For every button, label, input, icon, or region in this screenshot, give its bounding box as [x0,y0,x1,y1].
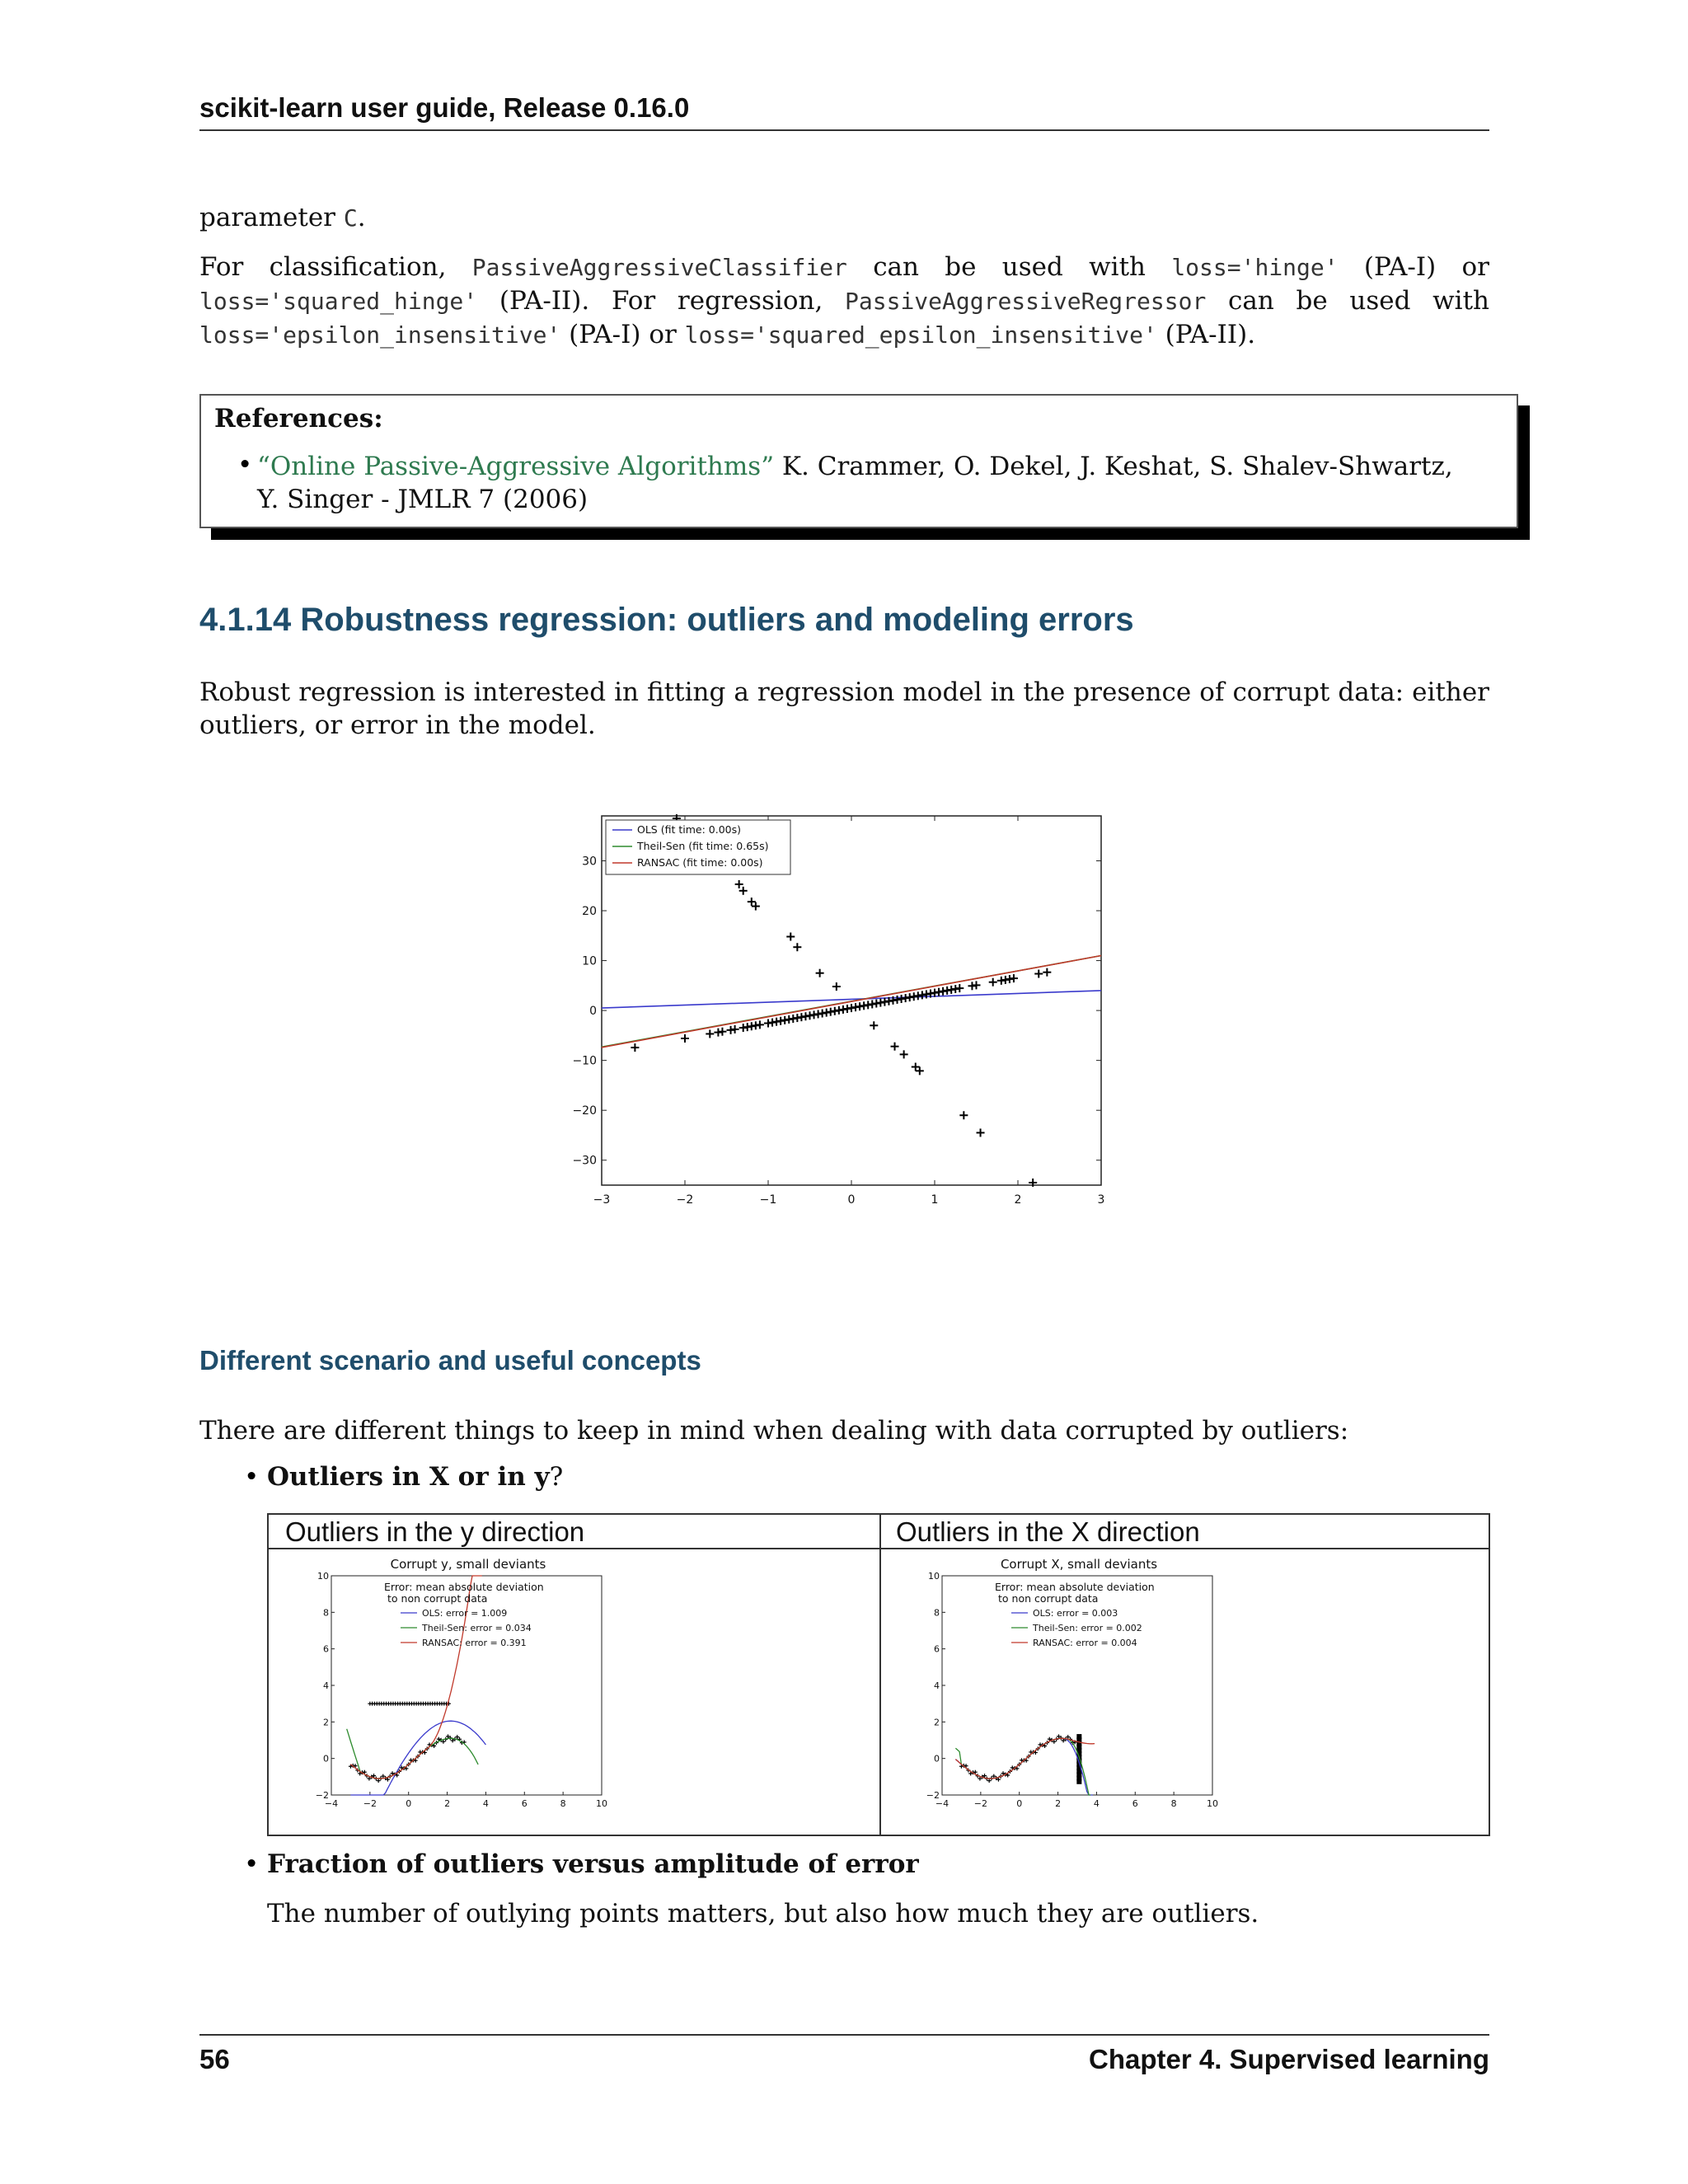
table-header-x-direction: Outliers in the X direction [896,1516,1200,1547]
x-tick-label: 0 [1016,1798,1023,1809]
data-point [955,984,964,992]
y-tick-label: 10 [928,1571,940,1582]
legend-title-line2: to non corrupt data [387,1592,488,1605]
references-box [199,394,1518,528]
y-tick-label: 0 [934,1753,940,1765]
y-tick-label: 0 [589,1005,597,1019]
bullet-y: y [534,1462,550,1492]
text: (PA-I) or [1338,252,1489,282]
data-point [870,1021,878,1029]
x-tick-label: 0 [847,1193,856,1207]
x-tick-label: 10 [596,1798,607,1809]
data-point [816,969,824,977]
outlier-point [1076,1779,1081,1784]
y-tick-label: 6 [323,1643,329,1655]
data-point [891,1043,899,1051]
x-tick-label: −2 [676,1193,694,1207]
reference-link[interactable]: “Online Passive-Aggressive Algorithms” [257,452,775,481]
y-tick-label: 20 [582,905,597,919]
data-point [786,933,795,941]
intro-text: . [357,203,366,232]
x-tick-label: 4 [1093,1798,1100,1809]
bullet-fraction-text: The number of outlying points matters, but also how much they are outliers. [267,1899,1259,1929]
code-regressor: PassiveAggressiveRegressor [845,288,1207,315]
references-heading: References: [214,404,383,434]
bullet-outliers-x-y [267,1462,563,1492]
text: For classification, [199,252,472,282]
data-point [706,1029,714,1038]
x-tick-label: 3 [1097,1193,1105,1207]
bullet-icon: • [244,1849,260,1879]
section-intro: Robust regression is interested in fitting a regression model in the presence of corrupt data: either outliers, or error in the model. [199,677,1489,740]
code-squared-epsilon: loss='squared_epsilon_insensitive' [684,321,1157,349]
intro-text: parameter [199,203,344,232]
table-header-y-direction: Outliers in the y direction [285,1516,585,1547]
data-point [377,1779,381,1783]
data-point [739,887,748,895]
y-tick-label: 2 [323,1717,329,1728]
footer-divider [199,2034,1489,2036]
text: can be used with [846,252,1172,282]
subsection-intro: There are different things to keep in mind when dealing with data corrupted by outliers: [199,1416,1349,1446]
table-header-divider [269,1548,1489,1549]
intro-line-parameter [199,201,1489,235]
data-point [1043,968,1051,977]
data-point [731,1025,739,1033]
corrupt-x-chart [912,1554,1218,1826]
data-point [752,902,760,911]
code-epsilon: loss='epsilon_insensitive' [199,321,561,349]
y-tick-label: −2 [315,1790,329,1801]
reference-authors: K. Crammer, O. Dekel, J. Keshat, S. Shalev-Shwartz, Y. Singer - JMLR 7 (2006) [257,452,1453,514]
data-point [1010,974,1018,982]
x-tick-label: 2 [444,1798,451,1809]
data-point [900,1050,908,1058]
code-squared-hinge: loss='squared_hinge' [199,288,478,315]
x-tick-label: 0 [406,1798,412,1809]
y-tick-label: −30 [572,1154,597,1168]
code-classifier: PassiveAggressiveClassifier [471,254,847,281]
x-tick-label: −4 [324,1798,339,1809]
text: (PA-II). [1156,320,1256,349]
x-tick-label: −2 [363,1798,377,1809]
bullet-fraction-outliers: Fraction of outliers versus amplitude of error [267,1849,919,1879]
x-tick-label: −3 [593,1193,611,1207]
page-number: 56 [199,2044,230,2074]
x-tick-label: 4 [482,1798,489,1809]
legend-ransac-label: RANSAC: error = 0.004 [1033,1638,1137,1648]
data-point [681,1034,689,1043]
data-point [912,1063,920,1071]
fit-line-ransac [602,956,1101,1047]
data-point [989,978,997,987]
text: can be used with [1206,286,1489,316]
x-tick-label: 10 [1207,1798,1218,1809]
data-point [959,1111,968,1119]
x-tick-label: 8 [560,1798,566,1809]
y-tick-label: 30 [582,855,597,869]
y-tick-label: 8 [934,1607,940,1619]
bullet-icon: • [244,1462,260,1492]
theilsen-curve [955,1738,1090,1795]
legend-theilsen-label: Theil-Sen: error = 0.002 [1033,1623,1142,1633]
x-tick-label: 2 [1014,1193,1022,1207]
corrupt-y-chart [302,1554,607,1826]
data-point [793,943,801,951]
x-tick-label: 1 [931,1193,939,1207]
x-tick-label: 6 [1132,1798,1138,1809]
x-tick-label: −4 [935,1798,950,1809]
data-point [748,898,756,906]
data-point [718,1028,726,1036]
chapter-title: Chapter 4. Supervised learning [1089,2044,1489,2074]
legend-ransac-label: RANSAC: error = 0.391 [422,1638,527,1648]
reference-item [257,450,1477,516]
data-point [832,982,841,991]
x-tick-label: 6 [521,1798,528,1809]
robust-regression-chart [569,808,1113,1220]
ols-curve [955,1738,1092,1795]
x-tick-label: −1 [759,1193,777,1207]
ransac-curve [350,1576,481,1779]
y-tick-label: −2 [926,1790,940,1801]
code-c: C [343,204,358,232]
bullet-text: Outliers in X or in [267,1462,535,1492]
y-tick-label: 10 [582,954,597,968]
intro-paragraph [199,251,1489,352]
legend-theilsen-label: Theil-Sen (fit time: 0.65s) [637,840,769,852]
data-point [735,880,743,888]
table-column-divider [879,1515,881,1835]
data-point [1034,970,1043,978]
y-tick-label: 2 [934,1717,940,1728]
legend-ols-label: OLS (fit time: 0.00s) [637,823,741,836]
outliers-table [267,1513,1490,1836]
text: (PA-II). For regression, [477,286,846,316]
bullet-icon: • [237,450,253,480]
code-hinge: loss='hinge' [1171,254,1339,281]
text: (PA-I) or [560,320,685,349]
legend-ols-label: OLS: error = 0.003 [1033,1608,1118,1619]
data-point [631,1043,639,1052]
legend-title-line2: to non corrupt data [998,1592,1099,1605]
y-tick-label: 4 [934,1680,940,1691]
data-point [756,1020,764,1029]
data-point [987,1779,992,1783]
legend-ols-label: OLS: error = 1.009 [422,1608,508,1619]
header-divider [199,129,1489,131]
y-tick-label: 10 [317,1571,329,1582]
subsection-title: Different scenario and useful concepts [199,1345,701,1376]
y-tick-label: 8 [323,1607,329,1619]
x-tick-label: 2 [1055,1798,1062,1809]
section-title: 4.1.14 Robustness regression: outliers and modeling errors [199,602,1134,638]
data-point [977,1128,985,1137]
legend-ransac-label: RANSAC (fit time: 0.00s) [637,856,763,869]
y-tick-label: 4 [323,1680,329,1691]
y-tick-label: −20 [572,1104,597,1118]
chart-title: Corrupt y, small deviants [390,1557,546,1572]
x-tick-label: −2 [973,1798,987,1809]
data-point [973,981,981,989]
y-tick-label: 0 [323,1753,329,1765]
data-point [455,1735,459,1739]
y-tick-label: −10 [572,1054,597,1068]
legend-title-line1: Error: mean absolute deviation [384,1581,544,1593]
y-tick-label: 6 [934,1643,940,1655]
legend-title-line1: Error: mean absolute deviation [995,1581,1155,1593]
chart-title: Corrupt X, small deviants [1000,1557,1158,1572]
legend-theilsen-label: Theil-Sen: error = 0.034 [422,1623,532,1633]
x-tick-label: 8 [1170,1798,1177,1809]
running-header: scikit-learn user guide, Release 0.16.0 [199,92,690,123]
theilsen-curve [347,1729,478,1779]
bullet-qmark: ? [549,1462,564,1492]
data-point [916,1066,924,1075]
